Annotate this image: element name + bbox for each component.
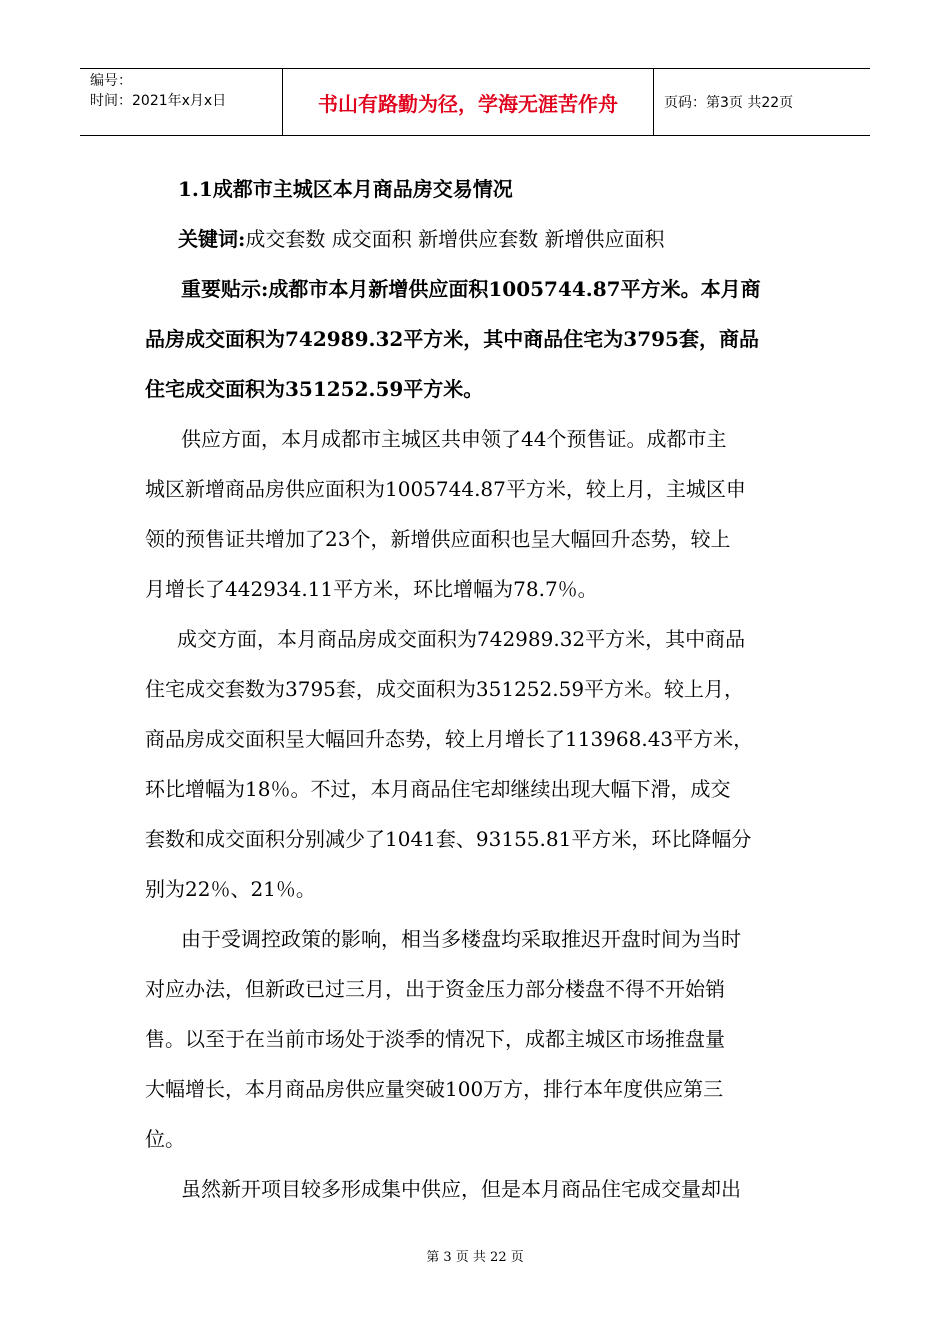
keywords-label: 关键词:	[178, 227, 246, 251]
paragraph-line: 商品房成交面积呈大幅回升态势，较上月增长了113968.43平方米，	[145, 727, 754, 751]
paragraph-line: 环比增幅为18％。不过，本月商品住宅却继续出现大幅下滑，成交	[145, 777, 731, 801]
document-time-label: 时间：2021年x月x日	[90, 93, 227, 109]
paragraph-line: 由于受调控政策的影响，相当多楼盘均采取推迟开盘时间为当时	[181, 927, 741, 951]
paragraph-line: 别为22％、21％。	[145, 877, 316, 901]
paragraph-line: 领的预售证共增加了23个，新增供应面积也呈大幅回升态势，较上	[145, 527, 731, 551]
highlight-paragraph	[145, 264, 810, 414]
footer-page-number: 第 3 页 共 22 页	[426, 1250, 524, 1265]
document-number-label: 编号：	[90, 73, 132, 89]
document-body	[145, 164, 810, 1214]
paragraph-line: 成交方面，本月商品房成交面积为742989.32平方米，其中商品	[177, 627, 746, 651]
new-projects-paragraph	[145, 1164, 810, 1214]
paragraph-line: 住宅成交套数为3795套，成交面积为351252.59平方米。较上月，	[145, 677, 745, 701]
policy-paragraph	[145, 914, 810, 1164]
paragraph-line: 对应办法，但新政已过三月，出于资金压力部分楼盘不得不开始销	[145, 977, 725, 1001]
highlight-line: 重要贴示:成都市本月新增供应面积1005744.87平方米。本月商	[181, 277, 761, 301]
paragraph-line: 供应方面，本月成都市主城区共申领了44个预售证。成都市主	[181, 427, 727, 451]
paragraph-line: 月增长了442934.11平方米，环比增幅为78.7％。	[145, 577, 598, 601]
section-title: 1.1成都市主城区本月商品房交易情况	[178, 177, 513, 201]
paragraph-line: 位。	[145, 1127, 185, 1151]
highlight-line: 品房成交面积为742989.32平方米，其中商品住宅为3795套，商品	[145, 327, 759, 351]
paragraph-line: 套数和成交面积分别减少了1041套、93155.81平方米，环比降幅分	[145, 827, 752, 851]
header-page-info: 页码：第3页 共22页	[664, 95, 794, 111]
page-footer	[0, 1246, 950, 1265]
header-table	[80, 68, 870, 136]
header-meta-cell	[80, 69, 282, 135]
transaction-paragraph	[145, 614, 810, 914]
paragraph-line: 售。以至于在当前市场处于淡季的情况下，成都主城区市场推盘量	[145, 1027, 725, 1051]
header-motto: 书山有路勤为径，学海无涯苦作舟	[318, 91, 618, 116]
keywords-text: 成交套数 成交面积 新增供应套数 新增供应面积	[245, 227, 665, 251]
keywords-line	[145, 214, 810, 264]
header-motto-cell	[282, 69, 654, 135]
supply-paragraph	[145, 414, 810, 614]
paragraph-line: 城区新增商品房供应面积为1005744.87平方米，较上月，主城区申	[145, 477, 746, 501]
header-page-cell	[654, 69, 870, 135]
paragraph-line: 虽然新开项目较多形成集中供应，但是本月商品住宅成交量却出	[181, 1177, 741, 1201]
paragraph-line: 大幅增长，本月商品房供应量突破100万方，排行本年度供应第三	[145, 1077, 724, 1101]
highlight-line: 住宅成交面积为351252.59平方米。	[145, 377, 484, 401]
